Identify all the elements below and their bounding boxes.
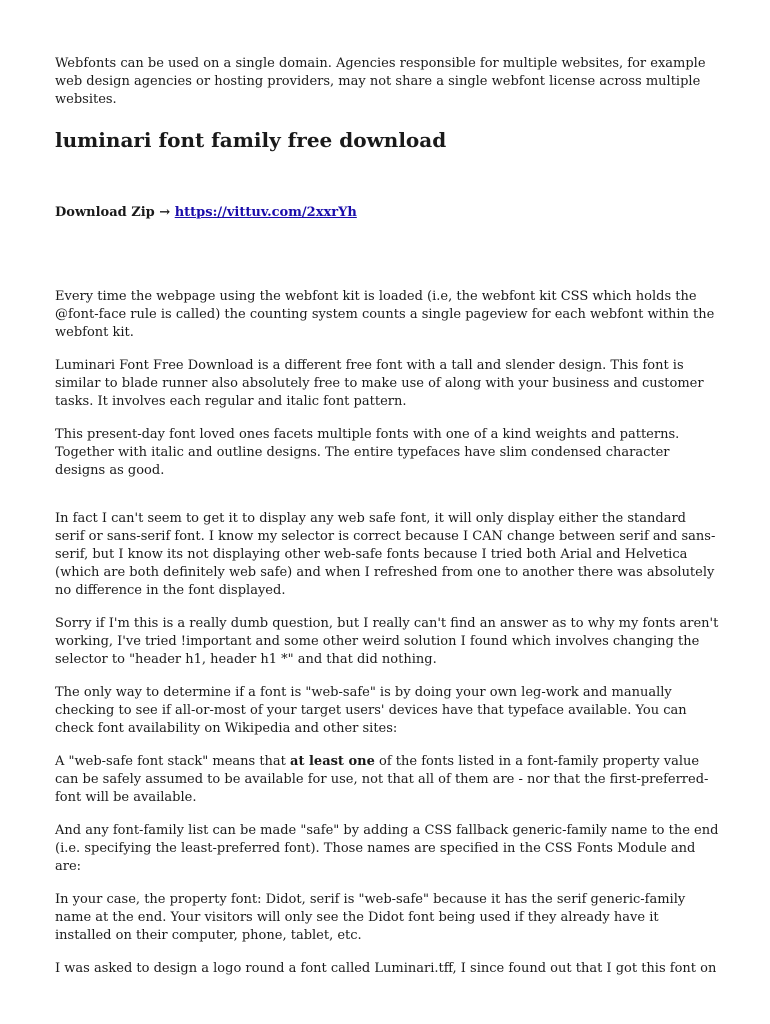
page-title: luminari font family free download (55, 128, 447, 152)
body-paragraph: In fact I can't seem to get it to display any web safe font, it will only display either the standard serif or sans-serif font. I know my selector is correct because I CAN change between serif and sans-serif, but I know its not displaying other web-safe fonts because I tried both Arial and Helvetica (which are both definitely web safe) and when I refreshed from one to another there was absolutely no difference in the font displayed. (55, 511, 716, 598)
body-paragraph: And any font-family list can be made "safe" by adding a CSS fallback generic-family name to the end (i.e. specifying the least-preferred font). Those names are specified in the CSS Fonts Module and are: (55, 823, 719, 874)
websafe-text-after: of the fonts listed in a font-family property value can be safely assumed to be available for use, not that all of them are - nor that the first-preferred-font will be available. (55, 754, 709, 805)
body-paragraph: I was asked to design a logo round a font called Luminari.tff, I since found out that I got this font on (55, 961, 717, 976)
body-paragraph: This present-day font loved ones facets multiple fonts with one of a kind weights and patterns. Together with italic and outline designs. The entire typefaces have slim condensed character designs as good. (55, 427, 680, 478)
download-line (55, 204, 719, 222)
intro-paragraph: Webfonts can be used on a single domain. Agencies responsible for multiple websites, for example web design agencies or hosting providers, may not share a single webfont license across multiple websites. (55, 56, 706, 107)
websafe-text-before: A "web-safe font stack" means that (55, 754, 291, 769)
websafe-bold-text: at least one (290, 754, 375, 769)
body-paragraph: Sorry if I'm this is a really dumb question, but I really can't find an answer as to why my fonts aren't working, I've tried !important and some other weird solution I found which involves changing the selector to "header h1, header h1 *" and that did nothing. (55, 616, 719, 667)
websafe-paragraph (55, 753, 719, 807)
download-link[interactable]: https://vittuv.com/2xxrYh (174, 205, 357, 220)
body-paragraph: Every time the webpage using the webfont kit is loaded (i.e, the webfont kit CSS which holds the @font-face rule is called) the counting system counts a single pageview for each webfont within the webfont kit. (55, 289, 715, 340)
body-paragraph: In your case, the property font: Didot, serif is "web-safe" because it has the serif generic-family name at the end. Your visitors will only see the Didot font being used if they already have it installed on their computer, phone, tablet, etc. (55, 892, 686, 943)
body-paragraph: Luminari Font Free Download is a different free font with a tall and slender design. This font is similar to blade runner also absolutely free to make use of along with your business and customer tasks. It involves each regular and italic font pattern. (55, 358, 704, 409)
body-paragraph: The only way to determine if a font is "web-safe" is by doing your own leg-work and manually checking to see if all-or-most of your target users' devices have that typeface available. You can check font availability on Wikipedia and other sites: (55, 685, 687, 736)
download-label: Download Zip → (55, 205, 171, 220)
document-page (55, 55, 719, 993)
